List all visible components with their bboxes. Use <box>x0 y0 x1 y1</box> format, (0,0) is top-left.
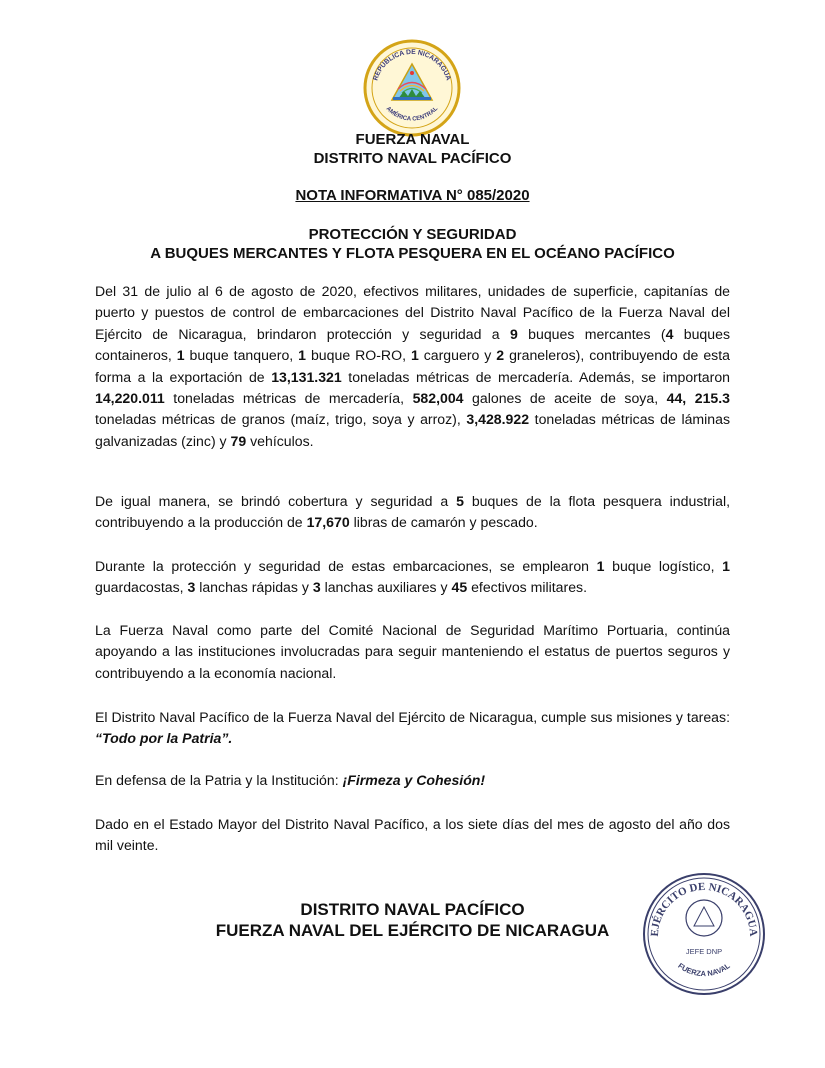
note-title-line-1: PROTECCIÓN Y SEGURIDAD <box>308 226 517 243</box>
motto-firmeza-cohesion: ¡Firmeza y Cohesión! <box>342 772 486 788</box>
note-number: NOTA INFORMATIVA N° 085/2020 <box>295 187 530 204</box>
official-stamp <box>640 870 768 998</box>
paragraph-firmeza-cohesion: En defensa de la Patria y la Institución: ¡Firmeza y Cohesión! <box>95 772 486 788</box>
paragraph-fishing-fleet: De igual manera, se brindó cobertura y seguridad a 5 buques de la flota pesquera industrial, contribuyendo a la producción de 17,670 libras de camarón y pescado. <box>95 493 730 531</box>
paragraph-issued-date: Dado en el Estado Mayor del Distrito Naval Pacífico, a los siete días del mes de agosto del año dos mil veinte. <box>95 816 730 854</box>
paragraph-mission-motto: El Distrito Naval Pacífico de la Fuerza Naval del Ejército de Nicaragua, cumple sus misiones y tareas: “Todo por la Patria”. <box>95 709 730 747</box>
paragraph-maritime-committee: La Fuerza Naval como parte del Comité Nacional de Seguridad Marítimo Portuaria, continúa apoyando a las instituciones involucradas para seguir manteniendo el estatus de puertos seguros y contribuyendo a la economía nacional. <box>95 622 730 681</box>
paragraph-merchant-vessels: Del 31 de julio al 6 de agosto de 2020, efectivos militares, unidades de superficie, capitanías de puerto y puestos de control de embarcaciones del Distrito Naval Pacífico de la Fuerza Naval del Ejército de Nicaragua, brindaron protección y seguridad a 9 buques mercantes (4 buques containeros, 1 buque tanquero, 1 buque RO-RO, 1 carguero y 2 graneleros), contribuyendo de esta forma a la exportación de 13,131.321 toneladas métricas de mercadería. Además, se importaron 14,220.011 toneladas métricas de mercadería, 582,004 galones de aceite de soya, 44, 215.3 toneladas métricas de granos (maíz, trigo, soya y arroz), 3,428.922 toneladas métricas de láminas galvanizadas (zinc) y 79 vehículos. <box>95 283 731 449</box>
paragraph-resources-employed: Durante la protección y seguridad de estas embarcaciones, se emplearon 1 buque logístico, 1 guardacostas, 3 lanchas rápidas y 3 lanchas auxiliares y 45 efectivos militares. <box>95 558 731 596</box>
signature-line-1: DISTRITO NAVAL PACÍFICO <box>300 900 525 919</box>
svg-text:AMÉRICA CENTRAL: AMÉRICA CENTRAL <box>384 105 440 123</box>
svg-text:JEFE DNP: JEFE DNP <box>685 947 723 956</box>
svg-text:EJÉRCITO DE NICARAGUA: EJÉRCITO DE NICARAGUA <box>648 880 760 937</box>
svg-text:FUERZA NAVAL: FUERZA NAVAL <box>676 961 732 979</box>
note-title-line-2: A BUQUES MERCANTES Y FLOTA PESQUERA EN EL OCÉANO PACÍFICO <box>150 245 675 262</box>
org-name: FUERZA NAVAL <box>355 131 470 148</box>
motto-todo-por-la-patria: “Todo por la Patria”. <box>95 730 233 747</box>
nicaragua-coat-of-arms-seal <box>362 38 462 138</box>
signature-line-2: FUERZA NAVAL DEL EJÉRCITO DE NICARAGUA <box>215 921 610 940</box>
svg-text:REPÚBLICA DE NICARAGUA: REPÚBLICA DE NICARAGUA <box>372 48 452 82</box>
org-district: DISTRITO NAVAL PACÍFICO <box>313 150 512 167</box>
